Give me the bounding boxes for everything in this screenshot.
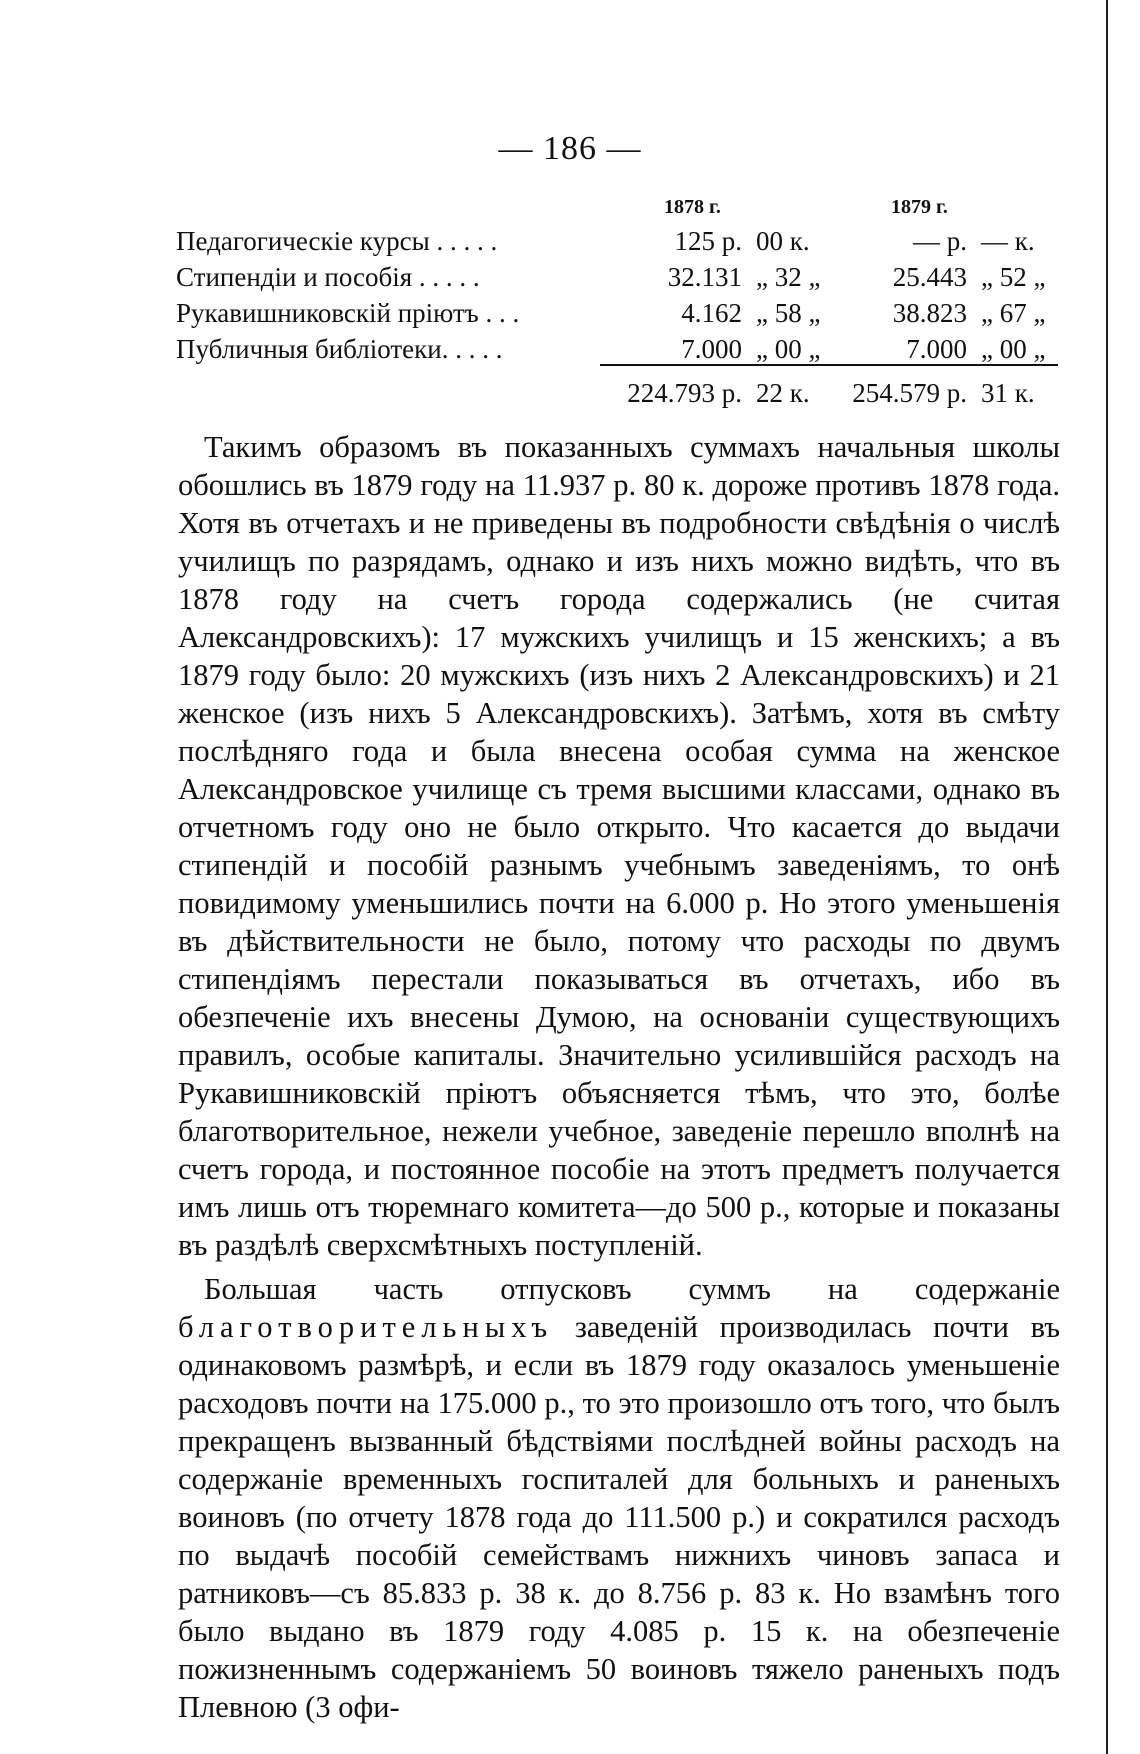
ledger-row: [176, 262, 1056, 298]
body-text: [178, 428, 1060, 1732]
row-name: Публичныя библіотеки. . . . .: [176, 334, 503, 364]
row-1879-kopecks: — к.: [981, 226, 1035, 256]
row-1879-rubles: 7.000: [906, 334, 967, 364]
row-1878-kopecks: „ 58 „: [756, 298, 821, 328]
year-header-1879: 1879 г.: [891, 196, 948, 218]
total-1879-rubles: 254.579 р.: [852, 378, 967, 408]
paragraph-charity: [178, 1270, 1060, 1726]
total-1878-rubles: 224.793 р.: [627, 378, 742, 408]
row-name: Стипендіи и пособія . . . . .: [176, 262, 480, 292]
row-1878-rubles: 7.000: [681, 334, 742, 364]
paragraph-charity-lead: Большая часть отпусковъ суммъ на содержаніе: [204, 1272, 1060, 1306]
ledger-row: [176, 298, 1056, 334]
total-1879-kopecks: 31 к.: [981, 378, 1035, 408]
ledger-row: [176, 226, 1056, 262]
paragraph-charity-spaced-word: благотворительныхъ: [178, 1310, 554, 1344]
row-1879-rubles: 38.823: [892, 298, 967, 328]
page-number: — 186 —: [498, 130, 642, 167]
row-1879-kopecks: „ 52 „: [981, 262, 1046, 292]
row-name: Рукавишниковскій пріютъ . . .: [176, 298, 520, 328]
paragraph-schools: Такимъ образомъ въ показанныхъ суммахъ начальныя школы обошлись въ 1879 году на 11.937 р. 80 к. дороже противъ 1878 года. Хотя въ отчетахъ и не приведены въ подробности свѣдѣнія о числѣ училищъ по разрядамъ, однако и изъ нихъ можно видѣть, что въ 1878 году на счетъ города содержались (не считая Александровскихъ): 17 мужскихъ училищъ и 15 женскихъ; а въ 1879 году было: 20 мужскихъ (изъ нихъ 2 Александровскихъ) и 21 женское (изъ нихъ 5 Александровскихъ). Затѣмъ, хотя въ смѣту послѣдняго года и была внесена особая сумма на женское Александровское училище съ тремя высшими классами, однако въ отчетномъ году оно не было открыто. Что касается до выдачи стипендій и пособій разнымъ учебнымъ заведеніямъ, то онѣ повидимому уменьшились почти на 6.000 р. Но этого уменьшенія въ дѣйствительности не было, потому что расходы по двумъ стипендіямъ перестали показываться въ отчетахъ, ибо въ обезпеченіе ихъ внесены Думою, на основаніи существующихъ правилъ, особые капиталы. Значительно усилившійся расходъ на Рукавишниковскій пріютъ объясняется тѣмъ, что это, болѣе благотворительное, нежели учебное, заведеніе перешло вполнѣ на счетъ города, и постоянное пособіе на этотъ предметъ получается имъ лишь отъ тюремнаго комитета—до 500 р., которые и показаны въ раздѣлѣ сверхсмѣтныхъ поступленій.: [178, 430, 1060, 1262]
row-1879-kopecks: „ 67 „: [981, 298, 1046, 328]
ledger-totals-row: [176, 378, 1056, 414]
row-1878-rubles: 4.162: [681, 298, 742, 328]
row-1879-kopecks: „ 00 „: [981, 334, 1046, 364]
row-1878-kopecks: „ 32 „: [756, 262, 821, 292]
row-1879-rubles: — р.: [913, 226, 967, 256]
row-name: Педагогическіе курсы . . . . .: [176, 226, 498, 256]
totals-rule: [600, 364, 1058, 366]
paragraph-charity-rest: заведеній производилась почти въ одинаковомъ размѣрѣ, и если въ 1879 году оказалось уменьшеніе расходовъ почти на 175.000 р., то это произошло отъ того, что былъ прекращенъ вызванный бѣдствіями послѣдней войны расходъ на содержаніе временныхъ госпиталей для больныхъ и раненыхъ воиновъ (по отчету 1878 года до 111.500 р.) и сократился расходъ по выдачѣ пособій семействамъ нижнихъ чиновъ запаса и ратниковъ—съ 85.833 р. 38 к. до 8.756 р. 83 к. Но взамѣнъ того было выдано въ 1879 году 4.085 р. 15 к. на обезпеченіе пожизненнымъ содержаніемъ 50 воиновъ тяжело раненыхъ подъ Плевною (3 офи-: [178, 1310, 1060, 1724]
row-1878-kopecks: 00 к.: [756, 226, 810, 256]
expense-ledger: [176, 196, 1056, 408]
row-1878-rubles: 125 р.: [674, 226, 742, 256]
row-1879-rubles: 25.443: [892, 262, 967, 292]
ledger-year-headers: [176, 196, 1056, 226]
row-1878-rubles: 32.131: [667, 262, 742, 292]
page-edge-line: [1106, 0, 1108, 1754]
year-header-1878: 1878 г.: [664, 196, 721, 218]
row-1878-kopecks: „ 00 „: [756, 334, 821, 364]
total-1878-kopecks: 22 к.: [756, 378, 810, 408]
